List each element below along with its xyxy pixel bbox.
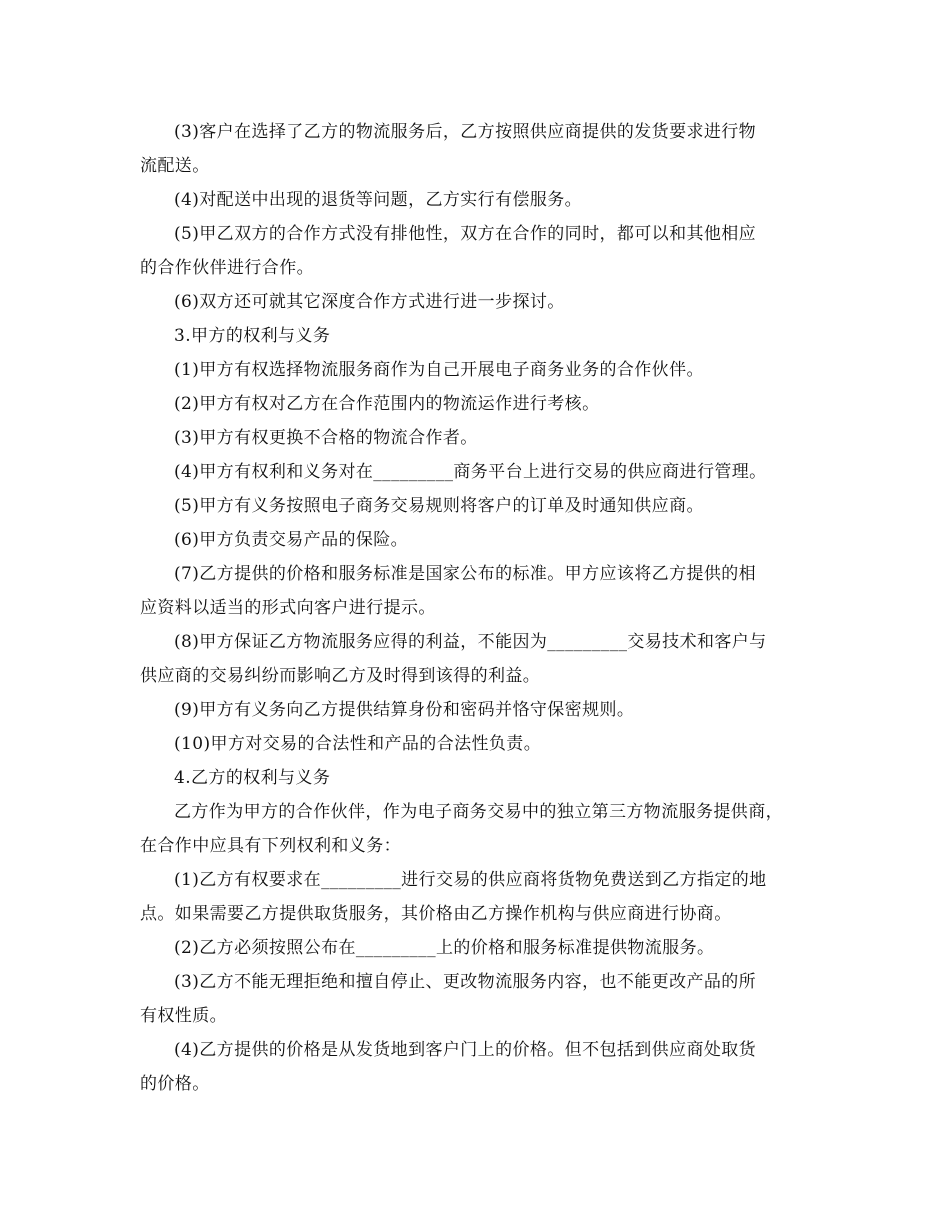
paragraph-line: (4)对配送中出现的退货等问题，乙方实行有偿服务。 xyxy=(174,190,583,210)
paragraph-line: 应资料以适当的形式向客户进行提示。 xyxy=(140,598,436,618)
paragraph-line: (5)甲方有义务按照电子商务交易规则将客户的订单及时通知供应商。 xyxy=(174,496,704,516)
paragraph-line: 在合作中应具有下列权利和义务： xyxy=(140,836,401,856)
document-body xyxy=(140,115,810,1101)
paragraph-line: 的合作伙伴进行合作。 xyxy=(140,258,314,278)
paragraph-line: (6)双方还可就其它深度合作方式进行进一步探讨。 xyxy=(174,292,565,312)
paragraph-line: 乙方作为甲方的合作伙伴，作为电子商务交易中的独立第三方物流服务提供商， xyxy=(174,802,783,822)
paragraph-line: 有权性质。 xyxy=(140,1006,227,1026)
paragraph-line: (2)甲方有权对乙方在合作范围内的物流运作进行考核。 xyxy=(174,394,600,414)
paragraph-line: 流配送。 xyxy=(140,156,210,176)
paragraph-line: 点。如果需要乙方提供取货服务，其价格由乙方操作机构与供应商进行协商。 xyxy=(140,904,732,924)
paragraph-line: (7)乙方提供的价格和服务标准是国家公布的标准。甲方应该将乙方提供的相 xyxy=(174,564,757,584)
paragraph-line: (1)乙方有权要求在_________进行交易的供应商将货物免费送到乙方指定的地 xyxy=(174,870,767,890)
paragraph-line: (3)乙方不能无理拒绝和擅自停止、更改物流服务内容，也不能更改产品的所 xyxy=(174,972,757,992)
section-heading: 3.甲方的权利与义务 xyxy=(174,326,331,346)
paragraph-line: (9)甲方有义务向乙方提供结算身份和密码并恪守保密规则。 xyxy=(174,700,635,720)
paragraph-line: (5)甲乙双方的合作方式没有排他性，双方在合作的同时，都可以和其他相应 xyxy=(174,224,757,244)
paragraph-line: (4)乙方提供的价格是从发货地到客户门上的价格。但不包括到供应商处取货 xyxy=(174,1040,757,1060)
paragraph-line: (4)甲方有权利和义务对在_________商务平台上进行交易的供应商进行管理。 xyxy=(174,462,767,482)
paragraph-line: 供应商的交易纠纷而影响乙方及时得到该得的利益。 xyxy=(140,666,541,686)
paragraph-line: (10)甲方对交易的合法性和产品的合法性负责。 xyxy=(174,734,542,754)
paragraph-line: (2)乙方必须按照公布在_________上的价格和服务标准提供物流服务。 xyxy=(174,938,715,958)
paragraph-line: (3)客户在选择了乙方的物流服务后，乙方按照供应商提供的发货要求进行物 xyxy=(174,122,757,142)
paragraph-line: (6)甲方负责交易产品的保险。 xyxy=(174,530,409,550)
paragraph-line: 的价格。 xyxy=(140,1074,210,1094)
section-heading: 4.乙方的权利与义务 xyxy=(174,768,331,788)
paragraph-line: (8)甲方保证乙方物流服务应得的利益，不能因为_________交易技术和客户与 xyxy=(174,632,767,652)
paragraph-line: (3)甲方有权更换不合格的物流合作者。 xyxy=(174,428,478,448)
paragraph-line: (1)甲方有权选择物流服务商作为自己开展电子商务业务的合作伙伴。 xyxy=(174,360,704,380)
